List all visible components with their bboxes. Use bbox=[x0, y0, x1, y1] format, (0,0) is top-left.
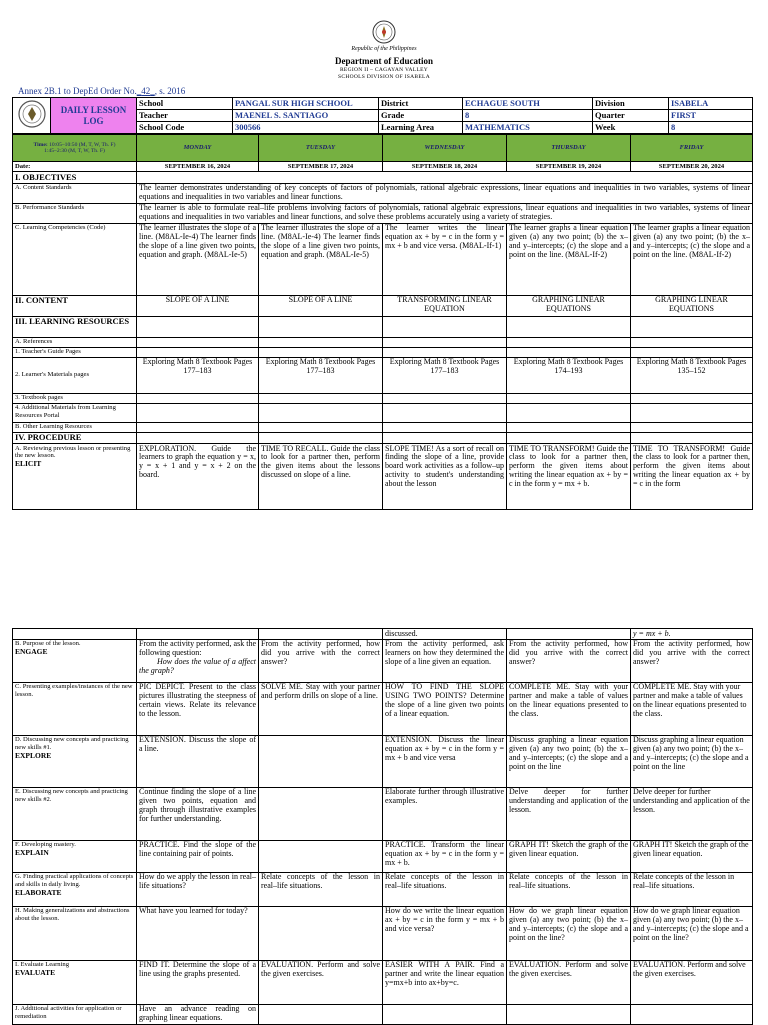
concepts2-tuesday bbox=[259, 787, 383, 840]
lesson-plan-table-page-2 bbox=[12, 628, 753, 1025]
date-wednesday: SEPTEMBER 18, 2024 bbox=[383, 162, 507, 172]
generalize-friday: How do we graph linear equation given (a) any two point; (b) the x– and y–intercepts; (c) the slope and a point on the line? bbox=[631, 906, 753, 960]
references-blank-4 bbox=[507, 337, 631, 347]
purpose-monday-question: How does the value of a affect the graph? bbox=[139, 657, 256, 676]
developing-mastery-text: F. Developing mastery. bbox=[15, 841, 76, 849]
new-concepts-2-label: E. Discussing new concepts and practicing new skills #2. bbox=[13, 787, 137, 840]
time-line-2: 1:45–2:30 (M, T, W, Th. F) bbox=[44, 148, 105, 154]
am-blank-2 bbox=[259, 403, 383, 422]
time-label: Time: bbox=[33, 141, 48, 148]
or-blank-1 bbox=[137, 422, 259, 432]
tg-blank-4 bbox=[507, 347, 631, 357]
pr-blank-1 bbox=[137, 432, 259, 444]
references-blank-1 bbox=[137, 337, 259, 347]
examples-wednesday: HOW TO FIND THE SLOPE USING TWO POINTS? Determine the slope of a line given two points of a linear equation. bbox=[383, 682, 507, 735]
explore-phase: EXPLORE bbox=[15, 750, 52, 760]
content-monday: SLOPE OF A LINE bbox=[137, 295, 259, 316]
purpose-wednesday: From the activity performed, ask learners on how they determined the slope of a line given an equation. bbox=[383, 639, 507, 682]
purpose-monday-text: From the activity performed, ask the following question: bbox=[139, 639, 256, 658]
mastery-wednesday: PRACTICE. Transform the linear equation ax + by = c in the form y = mx + b. bbox=[383, 840, 507, 872]
competency-thursday: The learner graphs a linear equation given (a) any two point; (b) the x– and y–intercepts; (c) the slope and a point on the line. (M8AL-If-2) bbox=[507, 223, 631, 295]
practical-applications-text: G. Finding practical applications of concepts and skills in daily living. bbox=[15, 873, 134, 889]
cont-friday: y = mx + b. bbox=[631, 629, 753, 640]
new-concepts-1-text: D. Discussing new concepts and practicing new skills #1. bbox=[15, 736, 129, 752]
mastery-monday: PRACTICE. Find the slope of the line containing pair of points. bbox=[137, 840, 259, 872]
tb-blank-3 bbox=[383, 393, 507, 403]
purpose-thursday: From the activity performed, how did you arrive with the correct answer? bbox=[507, 639, 631, 682]
examples-monday: PIC DEPICT. Present to the class pictures illustrating the steepness of certain views. Relate its relevance to the lesson. bbox=[137, 682, 259, 735]
competency-friday: The learner graphs a linear equation given (a) any two point; (b) the x– and y–intercepts; (c) the slope and a point on the line. (M8AL-If-2) bbox=[631, 223, 753, 295]
learning-area-value: MATHEMATICS bbox=[463, 122, 593, 134]
learning-area-label: Learning Area bbox=[379, 122, 463, 134]
content-heading: II. CONTENT bbox=[13, 295, 137, 316]
mastery-thursday: GRAPH IT! Sketch the graph of the given linear equation. bbox=[507, 840, 631, 872]
school-code-label: School Code bbox=[137, 122, 233, 134]
generalizations-label: H. Making generalizations and abstractions about the lesson. bbox=[13, 906, 137, 960]
evaluate-friday: EVALUATION. Perform and solve the given exercises. bbox=[631, 960, 753, 1004]
review-monday: EXPLORATION. Guide the learners to graph the equation y = x, y = x + 1 and y = x + 2 on the board. bbox=[137, 444, 259, 510]
references-label: A. References bbox=[13, 337, 137, 347]
concepts2-thursday: Delve deeper for further understanding and application of the lesson. bbox=[507, 787, 631, 840]
tb-blank-5 bbox=[631, 393, 753, 403]
concepts2-wednesday: Elaborate further through illustrative examples. bbox=[383, 787, 507, 840]
day-header-wednesday: WEDNESDAY bbox=[383, 135, 507, 162]
content-standards-text: The learner demonstrates understanding of key concepts of factors of polynomials, rational algebraic expressions, linear equations and inequalities in two variables, systems of linear equations and inequalities in two variables and linear functions. bbox=[137, 183, 753, 203]
evaluate-learning-label bbox=[13, 960, 137, 1004]
tg-blank-5 bbox=[631, 347, 753, 357]
additional-friday bbox=[631, 1004, 753, 1024]
competency-tuesday: The learner illustrates the slope of a line. (M8AL-Ie-4) The learner finds the slope of a line given two points, equation and graph. (M8AL-Ie-5) bbox=[259, 223, 383, 295]
content-tuesday: SLOPE OF A LINE bbox=[259, 295, 383, 316]
elicit-phase: ELICIT bbox=[15, 458, 42, 468]
or-blank-2 bbox=[259, 422, 383, 432]
am-blank-5 bbox=[631, 403, 753, 422]
mastery-tuesday bbox=[259, 840, 383, 872]
learning-resources-heading: III. LEARNING RESOURCES bbox=[13, 316, 137, 337]
generalize-tuesday bbox=[259, 906, 383, 960]
date-thursday: SEPTEMBER 19, 2024 bbox=[507, 162, 631, 172]
division-value: ISABELA bbox=[669, 98, 753, 110]
examples-friday: COMPLETE ME. Stay with your partner and make a table of values on the linear equations presented to the class. bbox=[631, 682, 753, 735]
time-line-1: 10:05–10:50 (M, T, W, Th. F) bbox=[49, 141, 116, 148]
day-header-monday: MONDAY bbox=[137, 135, 259, 162]
evaluate-thursday: EVALUATION. Perform and solve the given exercises. bbox=[507, 960, 631, 1004]
quarter-value: FIRST bbox=[669, 110, 753, 122]
applications-thursday: Relate concepts of the lesson in real–life situations. bbox=[507, 872, 631, 906]
annex-prefix: Annex 2B.1 to DepEd Order No. bbox=[18, 86, 137, 96]
purpose-friday: From the activity performed, how did you arrive with the correct answer? bbox=[631, 639, 753, 682]
day-header-tuesday: TUESDAY bbox=[259, 135, 383, 162]
competency-monday: The learner illustrates the slope of a line. (M8AL-Ie-4) The learner finds the slope of a line given two points, equation and graph. (M8AL-Ie-5) bbox=[137, 223, 259, 295]
purpose-tuesday: From the activity performed, how did you arrive with the correct answer? bbox=[259, 639, 383, 682]
practical-applications-label bbox=[13, 872, 137, 906]
school-code-value: 300566 bbox=[233, 122, 379, 134]
lm-tuesday: Exploring Math 8 Textbook Pages 177–183 bbox=[259, 357, 383, 393]
reviewing-lesson-text: A. Reviewing previous lesson or presenting the new lesson. bbox=[15, 444, 131, 460]
concepts1-thursday: Discuss graphing a linear equation given (a) any two point; (b) the x– and y–intercepts; (c) the slope and a point on the line bbox=[507, 735, 631, 787]
or-blank-5 bbox=[631, 422, 753, 432]
lm-friday: Exploring Math 8 Textbook Pages 135–152 bbox=[631, 357, 753, 393]
pr-blank-5 bbox=[631, 432, 753, 444]
references-blank-2 bbox=[259, 337, 383, 347]
additional-wednesday bbox=[383, 1004, 507, 1024]
evaluate-phase: EVALUATE bbox=[15, 968, 56, 978]
resources-blank-3 bbox=[383, 316, 507, 337]
content-thursday: GRAPHING LINEAR EQUATIONS bbox=[507, 295, 631, 316]
developing-mastery-label bbox=[13, 840, 137, 872]
date-tuesday: SEPTEMBER 17, 2024 bbox=[259, 162, 383, 172]
mastery-friday: GRAPH IT! Sketch the graph of the given linear equation. bbox=[631, 840, 753, 872]
annex-suffix: , s. 2016 bbox=[154, 86, 186, 96]
date-monday: SEPTEMBER 16, 2024 bbox=[137, 162, 259, 172]
republic-line: Republic of the Philippines bbox=[351, 46, 417, 52]
school-logo-icon bbox=[17, 99, 47, 129]
department-title: Department of Education bbox=[335, 56, 433, 66]
tb-blank-1 bbox=[137, 393, 259, 403]
performance-standards-text: The learner is able to formulate real–life problems involving factors of polynomials, rational algebraic expressions, linear equations and inequalities in two variables, systems of linear equations and inequalities in two variables and linear functions, and solve these problems accurately using a variety of strategies. bbox=[137, 203, 753, 223]
cont-label-blank bbox=[13, 629, 137, 640]
additional-activities-label: J. Additional activities for application or remediation bbox=[13, 1004, 137, 1024]
tg-blank-3 bbox=[383, 347, 507, 357]
pr-blank-3 bbox=[383, 432, 507, 444]
or-blank-4 bbox=[507, 422, 631, 432]
quarter-label: Quarter bbox=[593, 110, 669, 122]
cont-wednesday: discussed. bbox=[383, 629, 507, 640]
review-friday: TIME TO TRANSFORM! Guide the class to look for a partner then, perform the given items about writing the linear equation ax + by = c in the form bbox=[631, 444, 753, 510]
date-label: Date: bbox=[13, 162, 137, 172]
concepts1-monday: EXTENSION. Discuss the slope of a line. bbox=[137, 735, 259, 787]
content-wednesday: TRANSFORMING LINEAR EQUATION bbox=[383, 295, 507, 316]
evaluate-wednesday: EASIER WITH A PAIR. Find a partner and write the linear equation y=mx+b into ax+by=c. bbox=[383, 960, 507, 1004]
cont-thursday bbox=[507, 629, 631, 640]
district-value: ECHAGUE SOUTH bbox=[463, 98, 593, 110]
division-label: Division bbox=[593, 98, 669, 110]
additional-monday: Have an advance reading on graphing linear equations. bbox=[137, 1004, 259, 1024]
am-blank-1 bbox=[137, 403, 259, 422]
generalize-monday: What have you learned for today? bbox=[137, 906, 259, 960]
evaluate-learning-text: I. Evaluate Learning bbox=[15, 961, 70, 969]
tg-blank-1 bbox=[137, 347, 259, 357]
concepts1-wednesday: EXTENSION. Discuss the linear equation ax + by = c in the form y = mx + b and vice versa bbox=[383, 735, 507, 787]
day-header-thursday: THURSDAY bbox=[507, 135, 631, 162]
lm-wednesday: Exploring Math 8 Textbook Pages 177–183 bbox=[383, 357, 507, 393]
day-header-friday: FRIDAY bbox=[631, 135, 753, 162]
content-standards-label: A. Content Standards bbox=[13, 183, 137, 203]
objectives-heading-blank bbox=[137, 172, 753, 184]
date-friday: SEPTEMBER 20, 2024 bbox=[631, 162, 753, 172]
region-line: REGION II – CAGAYAN VALLEY bbox=[339, 67, 429, 73]
resources-blank-4 bbox=[507, 316, 631, 337]
time-cell bbox=[13, 135, 137, 162]
applications-monday: How do we apply the lesson in real–life situations? bbox=[137, 872, 259, 906]
review-thursday: TIME TO TRANSFORM! Guide the class to look for a partner then, perform the given items about writing the linear equation ax + by = c in the form y = mx + b. bbox=[507, 444, 631, 510]
school-value: PANGAL SUR HIGH SCHOOL bbox=[233, 98, 379, 110]
additional-materials-label: 4. Additional Materials from Learning Resources Portal bbox=[13, 403, 137, 422]
purpose-label bbox=[13, 639, 137, 682]
references-blank-3 bbox=[383, 337, 507, 347]
daily-lesson-log-title: DAILY LESSON LOG bbox=[51, 98, 137, 134]
school-label: School bbox=[137, 98, 233, 110]
lm-monday: Exploring Math 8 Textbook Pages 177–183 bbox=[137, 357, 259, 393]
or-blank-3 bbox=[383, 422, 507, 432]
week-label: Week bbox=[593, 122, 669, 134]
additional-tuesday bbox=[259, 1004, 383, 1024]
concepts2-friday: Delve deeper for further understanding and application of the lesson. bbox=[631, 787, 753, 840]
teacher-label: Teacher bbox=[137, 110, 233, 122]
school-logo bbox=[13, 98, 51, 134]
explain-phase: EXPLAIN bbox=[15, 848, 49, 858]
purpose-text: B. Purpose of the lesson. bbox=[15, 640, 81, 648]
procedure-heading: IV. PROCEDURE bbox=[13, 432, 137, 444]
pr-blank-2 bbox=[259, 432, 383, 444]
tb-blank-4 bbox=[507, 393, 631, 403]
annex-reference bbox=[18, 86, 185, 96]
concepts1-friday: Discuss graphing a linear equation given (a) any two point; (b) the x– and y–intercepts; (c) the slope and a point on the line bbox=[631, 735, 753, 787]
concepts2-monday: Continue finding the slope of a line given two points, equation and graph through illustrative examples for further understanding. bbox=[137, 787, 259, 840]
cont-monday bbox=[137, 629, 259, 640]
am-blank-4 bbox=[507, 403, 631, 422]
evaluate-monday: FIND IT. Determine the slope of a line using the graphs presented. bbox=[137, 960, 259, 1004]
other-resources-label: B. Other Learning Resources bbox=[13, 422, 137, 432]
applications-tuesday: Relate concepts of the lesson in real–life situations. bbox=[259, 872, 383, 906]
division-line: SCHOOLS DIVISION OF ISABELA bbox=[338, 74, 430, 80]
generalize-wednesday: How do we write the linear equation ax + by = c in the form y = mx + b and vice versa? bbox=[383, 906, 507, 960]
resources-blank-2 bbox=[259, 316, 383, 337]
lesson-plan-table-page-1 bbox=[12, 134, 753, 510]
presenting-examples-label: C. Presenting examples/instances of the new lesson. bbox=[13, 682, 137, 735]
annex-number: _42_ bbox=[136, 86, 155, 96]
references-blank-5 bbox=[631, 337, 753, 347]
teacher-value: MAENEL S. SANTIAGO bbox=[233, 110, 379, 122]
objectives-heading: I. OBJECTIVES bbox=[13, 172, 137, 184]
evaluate-tuesday: EVALUATION. Perform and solve the given exercises. bbox=[259, 960, 383, 1004]
new-concepts-1-label bbox=[13, 735, 137, 787]
learning-competencies-label: C. Learning Competencies (Code) bbox=[13, 223, 137, 295]
lm-thursday: Exploring Math 8 Textbook Pages 174–193 bbox=[507, 357, 631, 393]
examples-thursday: COMPLETE ME. Stay with your partner and make a table of values on the linear equations presented to the class. bbox=[507, 682, 631, 735]
grade-value: 8 bbox=[463, 110, 593, 122]
performance-standards-label: B. Performance Standards bbox=[13, 203, 137, 223]
elaborate-phase: ELABORATE bbox=[15, 887, 62, 897]
tb-blank-2 bbox=[259, 393, 383, 403]
am-blank-3 bbox=[383, 403, 507, 422]
tg-blank-2 bbox=[259, 347, 383, 357]
generalize-thursday: How do we graph linear equation given (a) any two point; (b) the x– and y–intercepts; (c) the slope and a point on the line? bbox=[507, 906, 631, 960]
applications-wednesday: Relate concepts of the lesson in real–life situations. bbox=[383, 872, 507, 906]
content-friday: GRAPHING LINEAR EQUATIONS bbox=[631, 295, 753, 316]
review-wednesday: SLOPE TIME! As a sort of recall on finding the slope of a line, provide board work activities as a follow–up activity to student's understanding about the lesson bbox=[383, 444, 507, 510]
learners-materials-label: 2. Learner's Materials pages bbox=[13, 357, 137, 393]
reviewing-lesson-label bbox=[13, 444, 137, 510]
review-tuesday: TIME TO RECALL. Guide the class to look for a partner then, perform the given items about the lessons discussed on slope of a line. bbox=[259, 444, 383, 510]
grade-label: Grade bbox=[379, 110, 463, 122]
concepts1-tuesday bbox=[259, 735, 383, 787]
applications-friday: Relate concepts of the lesson in real–life situations. bbox=[631, 872, 753, 906]
examples-tuesday: SOLVE ME. Stay with your partner and perform drills on slope of a line. bbox=[259, 682, 383, 735]
district-label: District bbox=[379, 98, 463, 110]
additional-thursday bbox=[507, 1004, 631, 1024]
resources-blank-1 bbox=[137, 316, 259, 337]
engage-phase: ENGAGE bbox=[15, 647, 48, 657]
lesson-info-table bbox=[12, 97, 753, 134]
teachers-guide-label: 1. Teacher's Guide Pages bbox=[13, 347, 137, 357]
cont-tuesday bbox=[259, 629, 383, 640]
purpose-monday bbox=[137, 639, 259, 682]
competency-wednesday: The learner writes the linear equation ax + by = c in the form y = mx + b and vice versa. (M8AL-If-1) bbox=[383, 223, 507, 295]
pr-blank-4 bbox=[507, 432, 631, 444]
deped-seal-icon bbox=[372, 20, 396, 44]
resources-blank-5 bbox=[631, 316, 753, 337]
textbook-pages-label: 3. Textbook pages bbox=[13, 393, 137, 403]
week-value: 8 bbox=[669, 122, 753, 134]
